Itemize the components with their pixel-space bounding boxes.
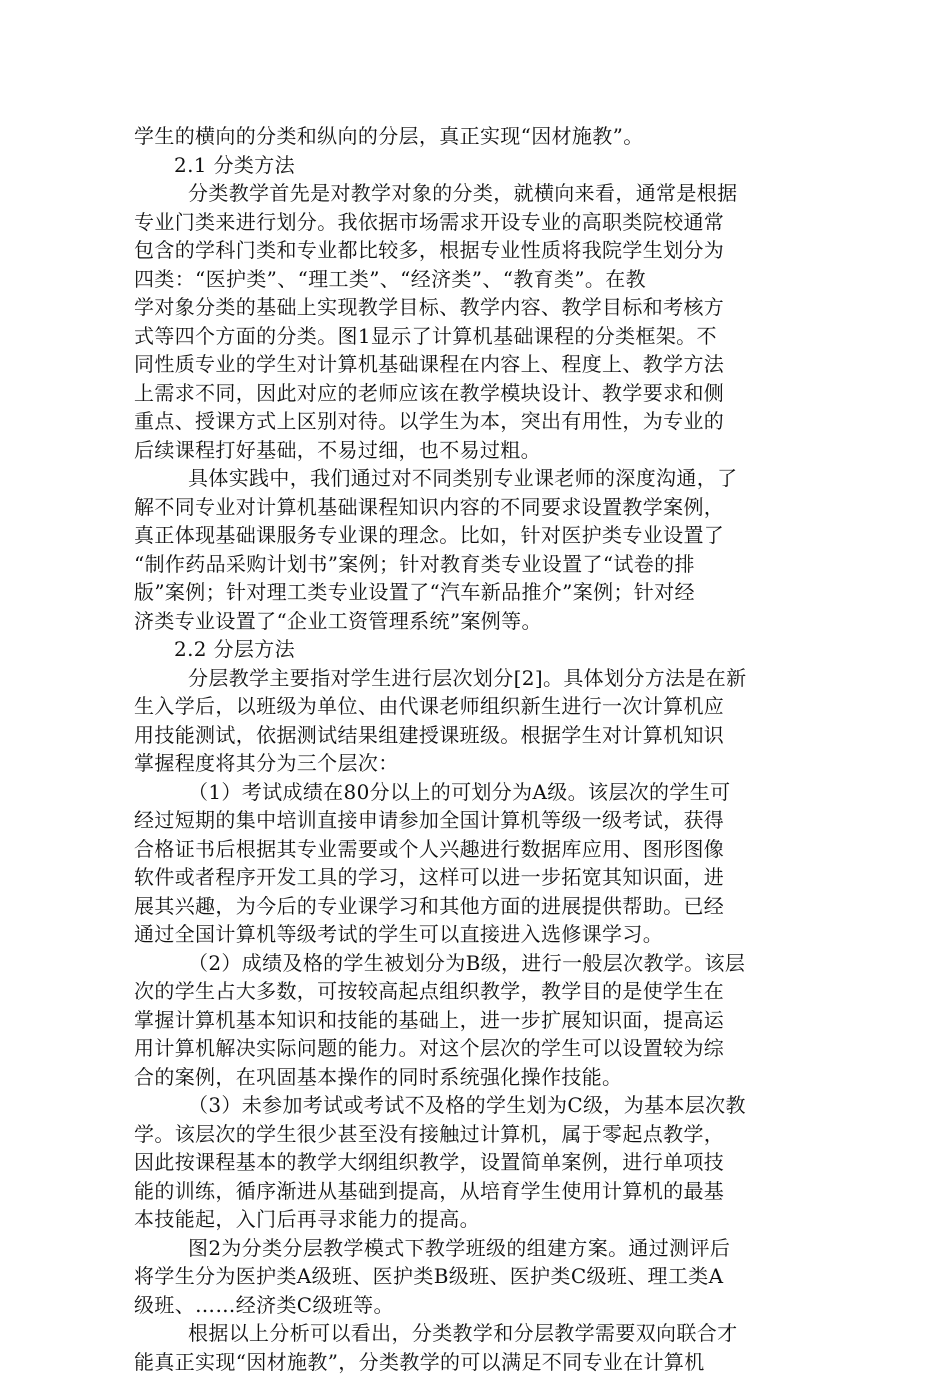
text-line: 济类专业设置了“企业工资管理系统”案例等。: [134, 607, 814, 636]
text-line: （1）考试成绩在80分以上的可划分为A级。该层次的学生可: [134, 778, 814, 807]
text-line: 软件或者程序开发工具的学习，这样可以进一步拓宽其知识面，进: [134, 863, 814, 892]
text-line: （2）成绩及格的学生被划分为B级，进行一般层次教学。该层: [134, 949, 814, 978]
text-line: 图2为分类分层教学模式下教学班级的组建方案。通过测评后: [134, 1234, 814, 1263]
text-line: 学对象分类的基础上实现教学目标、教学内容、教学目标和考核方: [134, 293, 814, 322]
text-line: 重点、授课方式上区别对待。以学生为本，突出有用性，为专业的: [134, 407, 814, 436]
text-line: 掌握程度将其分为三个层次：: [134, 749, 814, 778]
text-line: 专业门类来进行划分。我依据市场需求开设专业的高职类院校通常: [134, 208, 814, 237]
text-line: 根据以上分析可以看出，分类教学和分层教学需要双向联合才: [134, 1319, 814, 1348]
section-heading: 2.1 分类方法: [134, 151, 814, 180]
text-line: 同性质专业的学生对计算机基础课程在内容上、程度上、教学方法: [134, 350, 814, 379]
text-line: 展其兴趣，为今后的专业课学习和其他方面的进展提供帮助。已经: [134, 892, 814, 921]
text-line: 能真正实现“因材施教”，分类教学的可以满足不同专业在计算机: [134, 1348, 814, 1376]
section-heading: 2.2 分层方法: [134, 635, 814, 664]
text-line: 掌握计算机基本知识和技能的基础上，进一步扩展知识面，提高运: [134, 1006, 814, 1035]
body-text: [134, 122, 814, 1376]
text-line: 式等四个方面的分类。图1显示了计算机基础课程的分类框架。不: [134, 322, 814, 351]
text-line: 经过短期的集中培训直接申请参加全国计算机等级一级考试，获得: [134, 806, 814, 835]
text-line: 包含的学科门类和专业都比较多，根据专业性质将我院学生划分为: [134, 236, 814, 265]
text-line: 具体实践中，我们通过对不同类别专业课老师的深度沟通，了: [134, 464, 814, 493]
text-line: 分层教学主要指对学生进行层次划分[2]。具体划分方法是在新: [134, 664, 814, 693]
text-line: 生入学后，以班级为单位、由代课老师组织新生进行一次计算机应: [134, 692, 814, 721]
text-line: 通过全国计算机等级考试的学生可以直接进入选修课学习。: [134, 920, 814, 949]
text-line: 将学生分为医护类A级班、医护类B级班、医护类C级班、理工类A: [134, 1262, 814, 1291]
text-line: 本技能起，入门后再寻求能力的提高。: [134, 1205, 814, 1234]
text-line: 级班、……经济类C级班等。: [134, 1291, 814, 1320]
text-line: 合的案例，在巩固基本操作的同时系统强化操作技能。: [134, 1063, 814, 1092]
text-line: 能的训练，循序渐进从基础到提高，从培育学生使用计算机的最基: [134, 1177, 814, 1206]
text-line: 学。该层次的学生很少甚至没有接触过计算机，属于零起点教学，: [134, 1120, 814, 1149]
text-line: 四类：“医护类”、“理工类”、“经济类”、“教育类”。在教: [134, 265, 814, 294]
text-line: 真正体现基础课服务专业课的理念。比如，针对医护类专业设置了: [134, 521, 814, 550]
text-line: 上需求不同，因此对应的老师应该在教学模块设计、教学要求和侧: [134, 379, 814, 408]
text-line: 学生的横向的分类和纵向的分层，真正实现“因材施教”。: [134, 122, 814, 151]
text-line: “制作药品采购计划书”案例；针对教育类专业设置了“试卷的排: [134, 550, 814, 579]
text-line: 分类教学首先是对教学对象的分类，就横向来看，通常是根据: [134, 179, 814, 208]
text-line: 解不同专业对计算机基础课程知识内容的不同要求设置教学案例，: [134, 493, 814, 522]
text-line: 合格证书后根据其专业需要或个人兴趣进行数据库应用、图形图像: [134, 835, 814, 864]
text-line: 因此按课程基本的教学大纲组织教学，设置简单案例，进行单项技: [134, 1148, 814, 1177]
text-line: 次的学生占大多数，可按较高起点组织教学，教学目的是使学生在: [134, 977, 814, 1006]
text-line: 版”案例；针对理工类专业设置了“汽车新品推介”案例；针对经: [134, 578, 814, 607]
text-line: 用技能测试，依据测试结果组建授课班级。根据学生对计算机知识: [134, 721, 814, 750]
text-line: 后续课程打好基础，不易过细，也不易过粗。: [134, 436, 814, 465]
text-line: （3）未参加考试或考试不及格的学生划为C级，为基本层次教: [134, 1091, 814, 1120]
text-line: 用计算机解决实际问题的能力。对这个层次的学生可以设置较为综: [134, 1034, 814, 1063]
